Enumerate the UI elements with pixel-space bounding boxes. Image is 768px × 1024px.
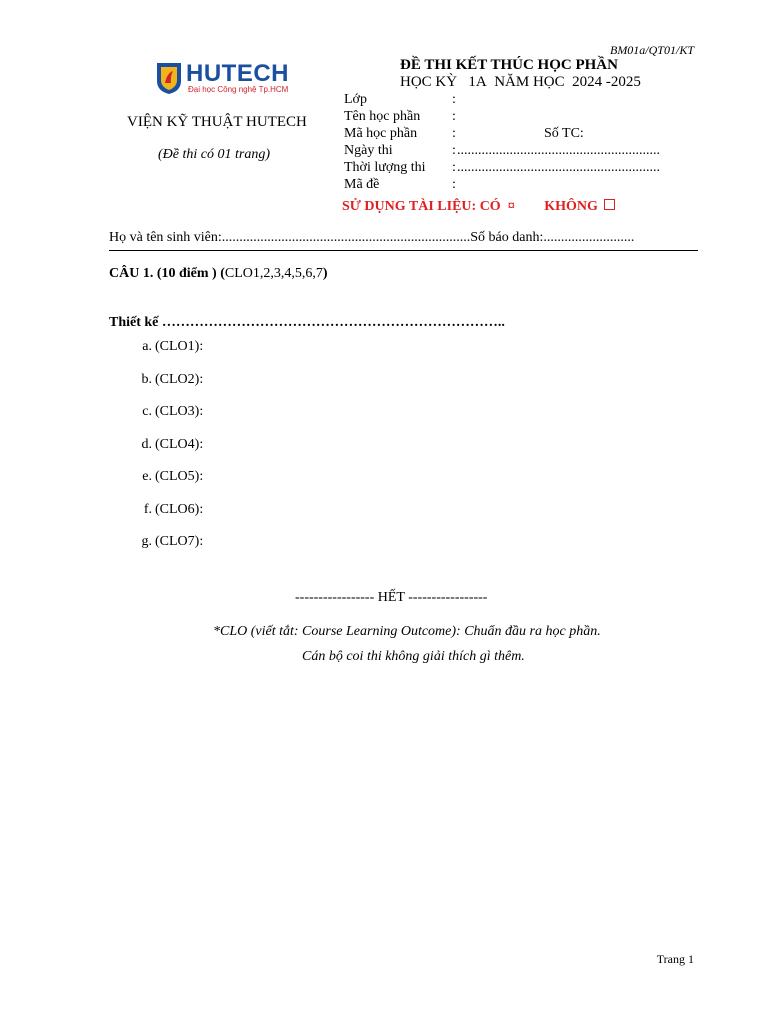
- list-letter: d.: [141, 436, 152, 452]
- student-name-dots: .......................................................................: [221, 230, 471, 245]
- list-letter: b.: [141, 371, 152, 387]
- info-dots: ..........................................................: [457, 143, 660, 158]
- institute-name: VIỆN KỸ THUẬT HUTECH: [127, 114, 307, 130]
- proctor-note: Cán bộ coi thi không giải thích gì thêm.: [302, 649, 525, 664]
- shield-icon: [155, 61, 183, 95]
- materials-allowed: [342, 199, 615, 215]
- question-title: [109, 266, 328, 282]
- form-code: BM01a/QT01/KT: [609, 43, 694, 57]
- list-text: (CLO2):: [155, 371, 204, 387]
- materials-label: SỬ DỤNG TÀI LIỆU: CÓ: [342, 199, 501, 214]
- info-label: Thời lượng thi: [344, 160, 426, 175]
- student-line: [109, 230, 696, 246]
- info-label: Tên học phần: [344, 109, 421, 124]
- logo-subtitle: Đại học Công nghệ Tp.HCM: [188, 85, 289, 94]
- list-text: (CLO1):: [155, 339, 204, 354]
- page-count-note: (Đề thi có 01 trang): [158, 147, 270, 162]
- materials-yes-mark: ¤: [507, 199, 515, 214]
- list-letter: g.: [141, 534, 152, 549]
- list-text: (CLO3):: [155, 404, 204, 419]
- year-value: 2024 -2025: [572, 74, 641, 90]
- question-clos: CLO1,2,3,4,5,6,7: [224, 266, 323, 281]
- question-close: ): [322, 266, 328, 281]
- semester-line: [400, 74, 641, 91]
- divider: [109, 250, 698, 251]
- list-text: (CLO7):: [155, 534, 204, 549]
- student-id-label: Số báo danh:: [470, 230, 544, 245]
- list-text: (CLO5):: [155, 469, 204, 484]
- info-colon: :: [452, 126, 456, 141]
- year-label: NĂM HỌC: [494, 74, 565, 90]
- info-colon: :: [452, 143, 456, 158]
- student-id-dots: ..........................: [543, 230, 635, 245]
- materials-no-label: KHÔNG: [544, 199, 598, 214]
- info-colon: :: [452, 109, 456, 124]
- end-marker: ----------------- HẾT -----------------: [295, 590, 488, 605]
- info-label: Ngày thi: [344, 143, 393, 158]
- design-label: Thiết kế: [109, 315, 159, 330]
- clo-note: *CLO (viết tắt: Course Learning Outcome): Chuẩn đầu ra học phần.: [213, 624, 601, 639]
- semester-value: 1A: [468, 74, 487, 90]
- info-label: Lớp: [344, 92, 367, 107]
- exam-title: ĐỀ THI KẾT THÚC HỌC PHẦN: [400, 57, 618, 73]
- page-number: Trang 1: [656, 952, 694, 966]
- semester-label: HỌC KỲ: [400, 74, 458, 90]
- logo-wordmark: HUTECH: [186, 60, 289, 87]
- info-colon: :: [452, 92, 456, 107]
- design-dots: ………………………………………………………………..: [158, 315, 505, 330]
- info-dots: ..........................................................: [457, 160, 660, 175]
- design-line: [109, 315, 505, 331]
- hutech-logo: [155, 61, 290, 97]
- list-text: (CLO6):: [155, 501, 204, 517]
- student-name-label: Họ và tên sinh viên:: [109, 230, 222, 245]
- list-text: (CLO4):: [155, 436, 204, 452]
- credits-label: Số TC:: [544, 126, 584, 141]
- list-letter: f.: [143, 501, 152, 517]
- info-colon: :: [452, 177, 456, 192]
- list-letter: a.: [142, 339, 152, 354]
- info-label: Mã học phần: [344, 126, 418, 141]
- info-colon: :: [452, 160, 456, 175]
- info-label: Mã đề: [344, 177, 380, 192]
- checkbox-icon: [604, 199, 615, 210]
- list-letter: e.: [142, 469, 152, 484]
- list-letter: c.: [142, 404, 152, 419]
- question-heading: CÂU 1. (10 điểm ) (: [109, 266, 225, 281]
